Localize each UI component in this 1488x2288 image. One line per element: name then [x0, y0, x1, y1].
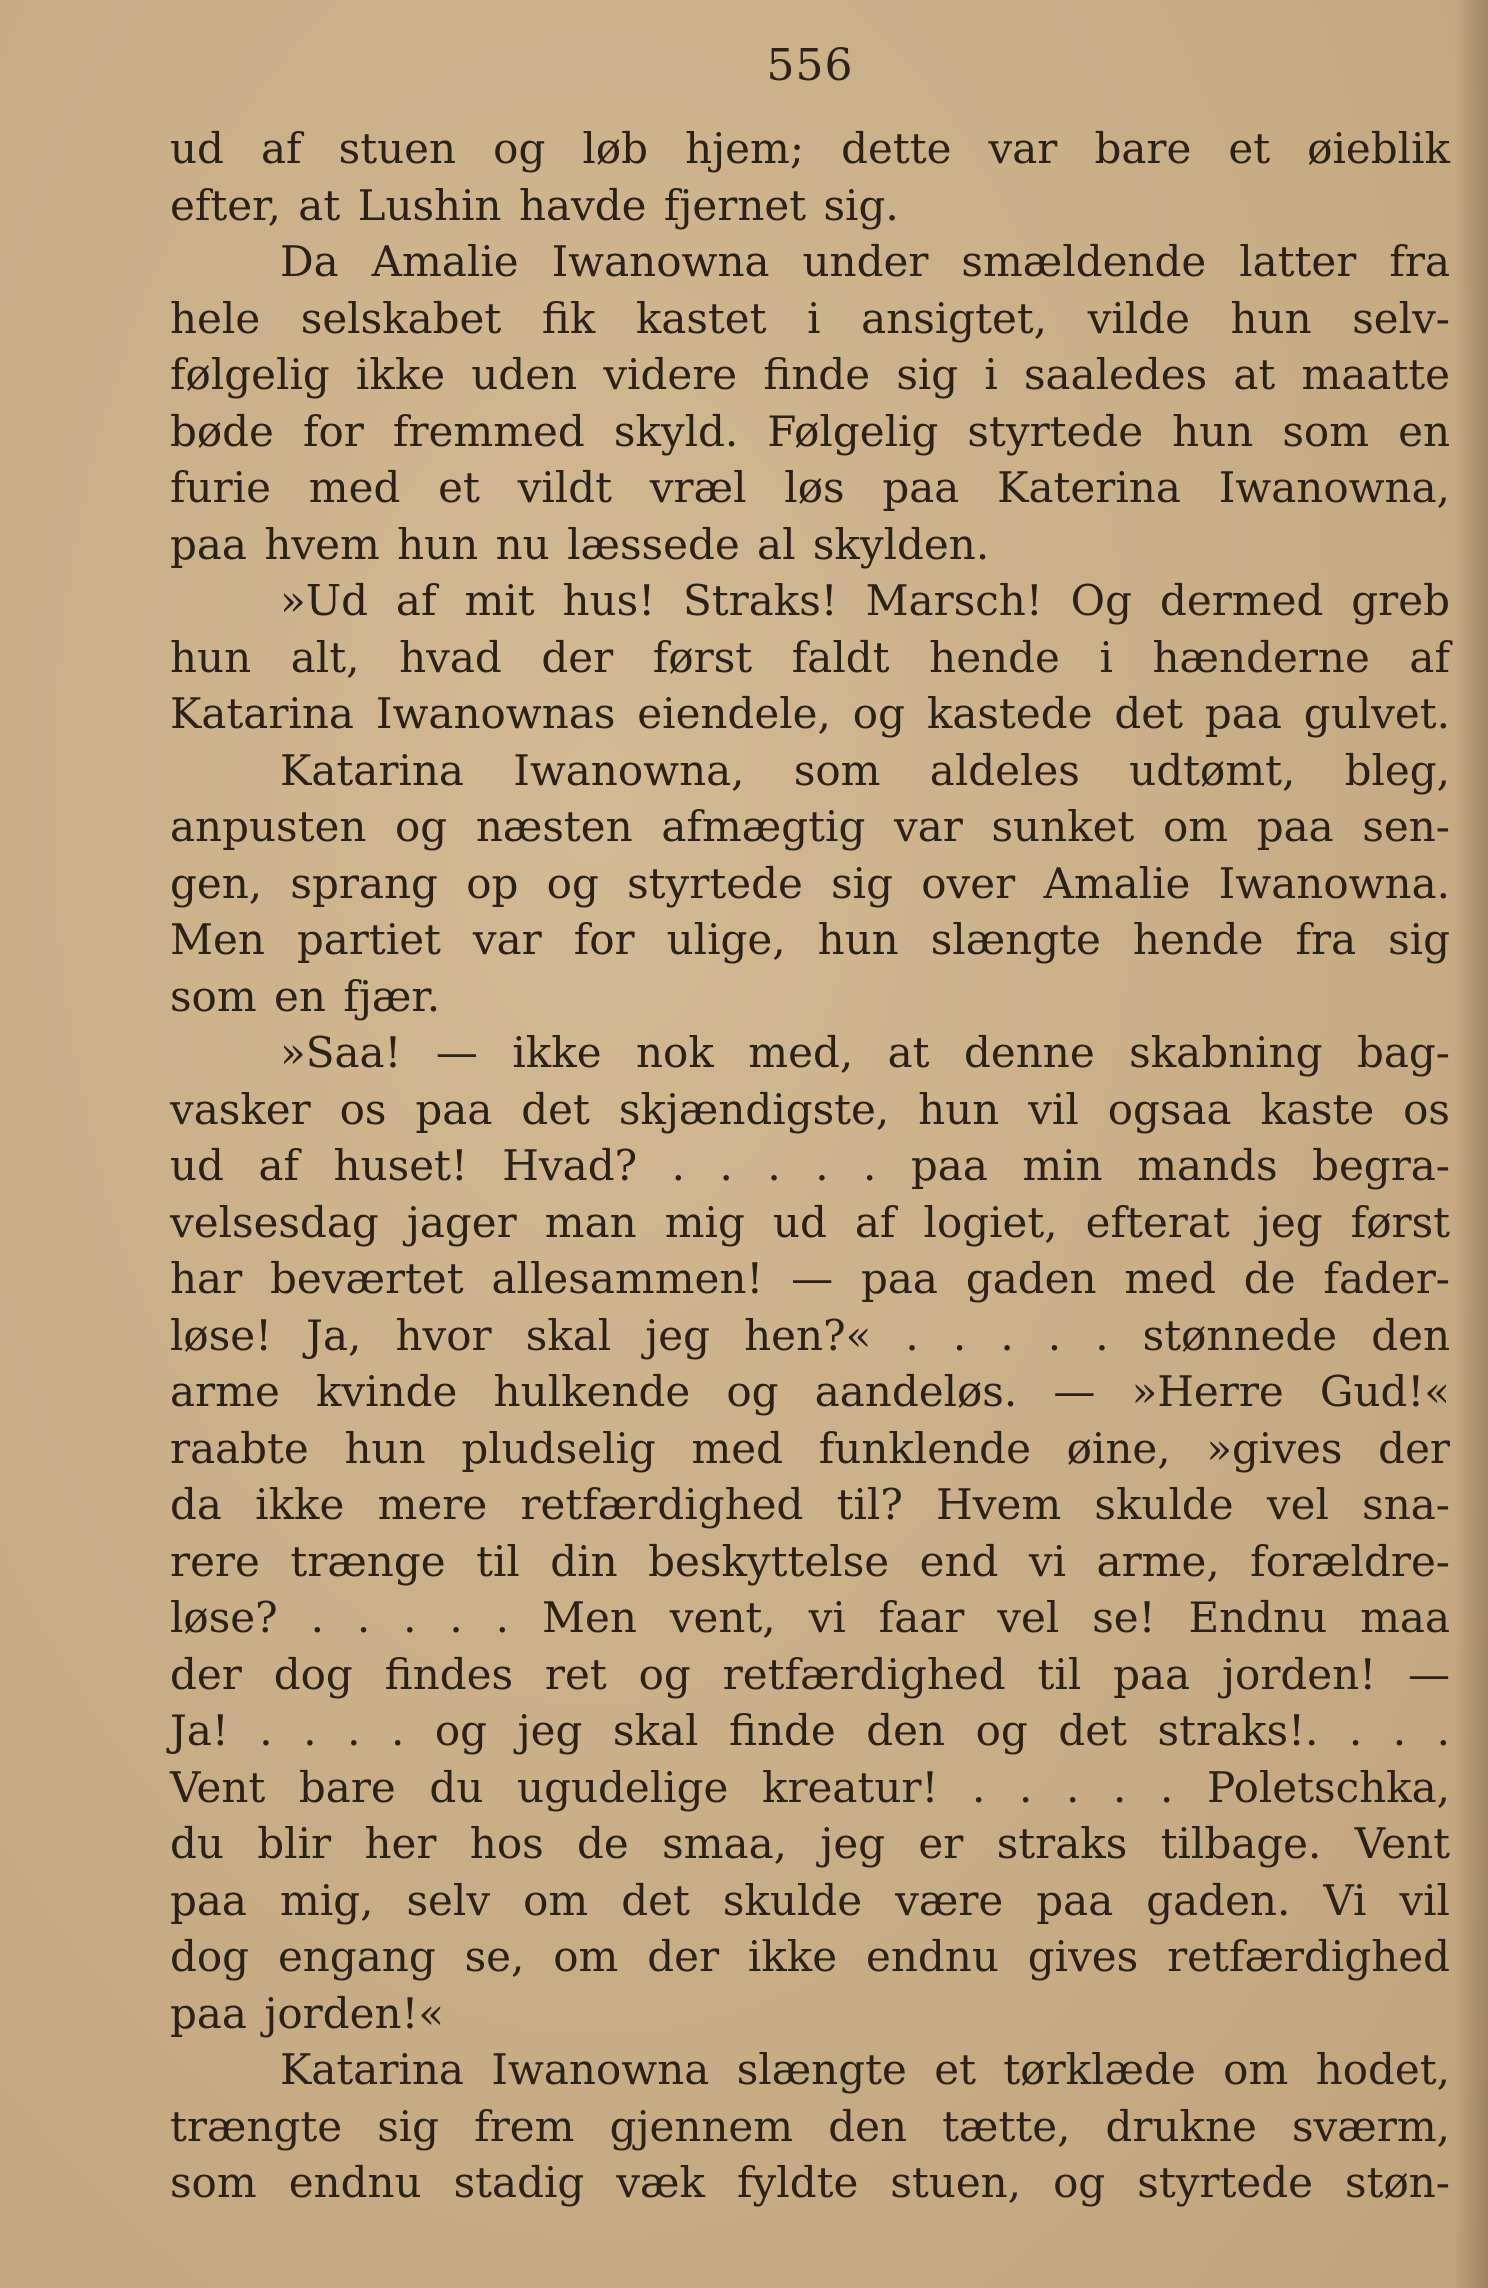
text-line: paa jorden!«	[170, 1988, 445, 2038]
text-line: paa mig, selv om det skulde være paa gaden. Vi vil	[170, 1875, 1450, 1925]
text-line: »Ud af mit hus! Straks! Marsch! Og dermed greb	[280, 576, 1450, 625]
text-line: ud af huset! Hvad? . . . . . paa min mands begra-	[170, 1141, 1450, 1190]
text-line: Men partiet var for ulige, hun slængte hende fra sig	[170, 915, 1450, 964]
text-line: trængte sig frem gjennem den tætte, drukne sværm,	[170, 2101, 1450, 2151]
text-line: arme kvinde hulkende og aandeløs. — »Herre Gud!«	[170, 1367, 1450, 1416]
text-line: rere trænge til din beskyttelse end vi arme, forældre-	[170, 1536, 1450, 1586]
text-line: der dog findes ret og retfærdighed til paa jorden! —	[170, 1649, 1450, 1699]
text-line: Katarina Iwanowna, som aldeles udtømt, bleg,	[280, 745, 1450, 795]
text-line: vasker os paa det skjændigste, hun vil ogsaa kaste os	[170, 1084, 1450, 1134]
text-line: gen, sprang op og styrtede sig over Amalie Iwanowna.	[170, 858, 1450, 908]
text-line: da ikke mere retfærdighed til? Hvem skulde vel sna-	[170, 1480, 1450, 1529]
text-line: som endnu stadig væk fyldte stuen, og styrtede støn-	[170, 2158, 1450, 2207]
text-line: løse! Ja, hvor skal jeg hen?« . . . . . stønnede den	[170, 1310, 1450, 1360]
text-line: Da Amalie Iwanowna under smældende latter fra	[280, 237, 1450, 286]
text-line: furie med et vildt vræl løs paa Katerina Iwanowna,	[170, 463, 1450, 512]
text-line: du blir her hos de smaa, jeg er straks tilbage. Vent	[170, 1819, 1450, 1868]
text-line: Vent bare du ugudelige kreatur! . . . . . Poletschka,	[170, 1762, 1450, 1812]
text-line: raabte hun pludselig med funklende øine, »gives der	[170, 1423, 1450, 1473]
text-line: ud af stuen og løb hjem; dette var bare et øieblik	[170, 124, 1450, 173]
text-line: Ja! . . . . og jeg skal finde den og det straks!. . . .	[170, 1706, 1450, 1755]
body-text	[170, 121, 1450, 2212]
text-line: har beværtet allesammen! — paa gaden med de fader-	[170, 1254, 1450, 1303]
text-line: »Saa! — ikke nok med, at denne skabning bag-	[280, 1028, 1450, 1077]
text-line: dog engang se, om der ikke endnu gives retfærdighed	[170, 1932, 1450, 1981]
text-line: løse? . . . . . Men vent, vi faar vel se! Endnu maa	[170, 1593, 1450, 1642]
text-line: Katarina Iwanownas eiendele, og kastede det paa gulvet.	[170, 689, 1450, 738]
text-line: følgelig ikke uden videre finde sig i saaledes at maatte	[170, 350, 1450, 399]
text-line: som en fjær.	[170, 971, 441, 1021]
text-line: Katarina Iwanowna slængte et tørklæde om hodet,	[280, 2045, 1450, 2094]
text-line: hun alt, hvad der først faldt hende i hænderne af	[170, 632, 1450, 682]
text-line: velsesdag jager man mig ud af logiet, efterat jeg først	[170, 1197, 1450, 1247]
text-line: bøde for fremmed skyld. Følgelig styrtede hun som en	[170, 406, 1450, 456]
text-line: paa hvem hun nu læssede al skylden.	[170, 519, 990, 569]
text-line: anpusten og næsten afmægtig var sunket om paa sen-	[170, 802, 1450, 851]
text-line: efter, at Lushin havde fjernet sig.	[170, 180, 899, 230]
page-number: 556	[766, 40, 854, 91]
page-edge-shadow	[1454, 0, 1488, 2288]
text-line: hele selskabet fik kastet i ansigtet, vilde hun selv-	[170, 293, 1450, 343]
